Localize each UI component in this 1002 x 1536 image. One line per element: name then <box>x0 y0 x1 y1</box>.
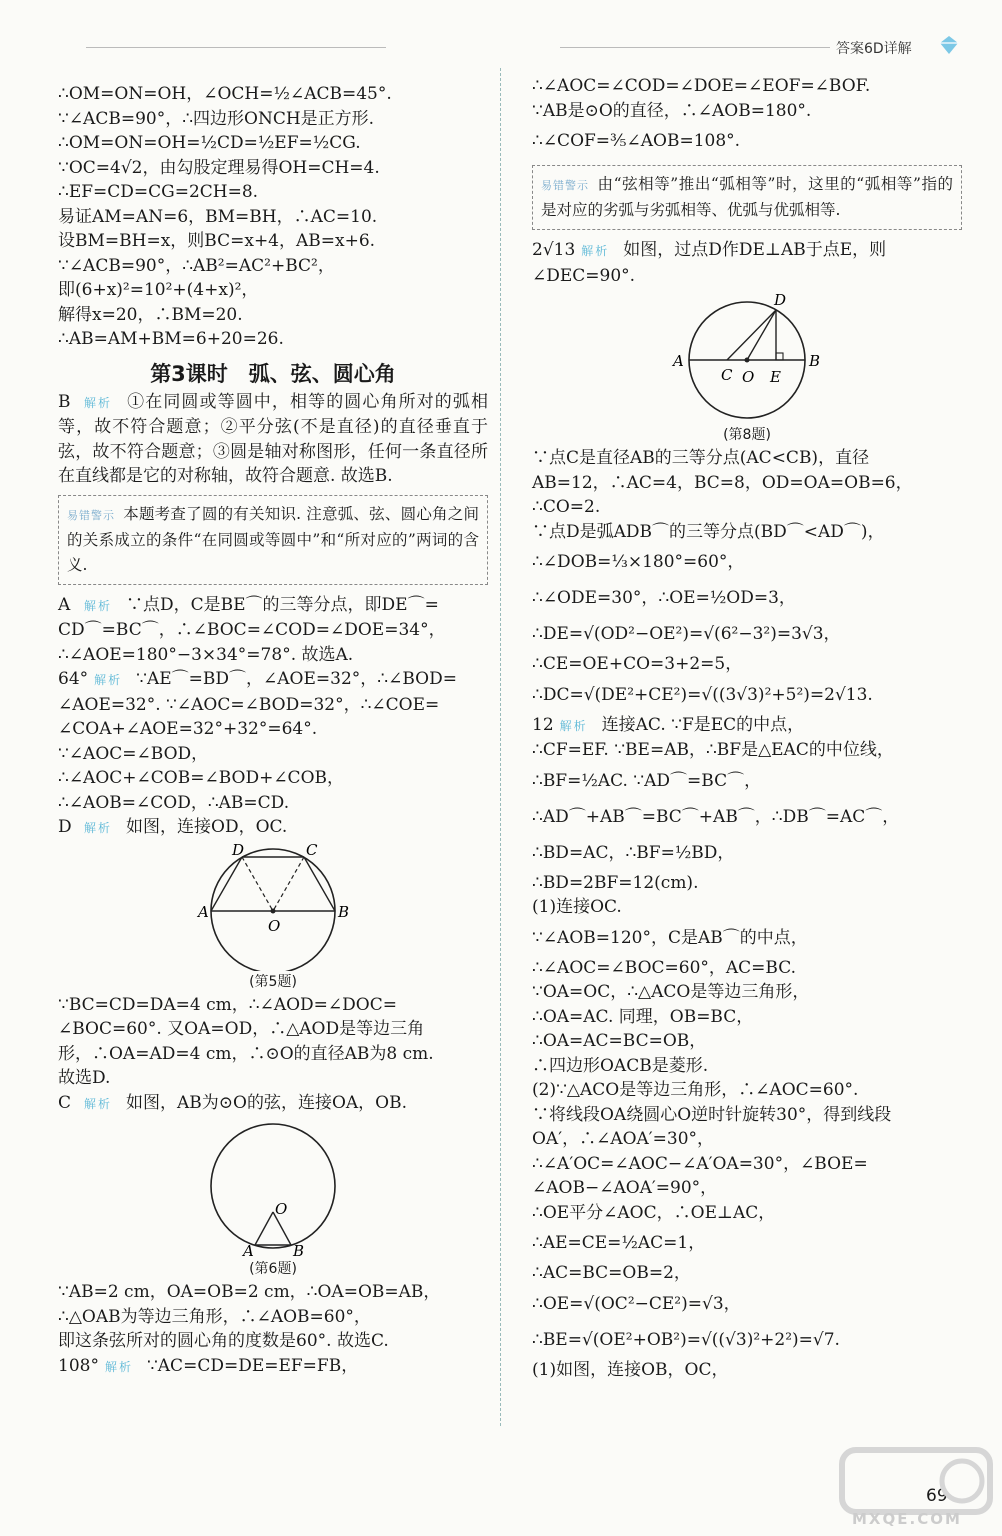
answer: 64° <box>58 669 89 689</box>
question-9 <box>532 713 962 896</box>
analysis-line: ∵∠AOB=120°，C是AB⌒的中点， <box>532 927 808 948</box>
label-B: B <box>809 352 821 370</box>
label-D: D <box>232 842 245 859</box>
analysis-line: ∴BF=½AC. ∵AD⌒=BC⌒， <box>532 770 762 791</box>
analysis-tag: 解析 <box>581 244 610 258</box>
analysis-line: 解得x=20，∴BM=20. <box>58 304 243 325</box>
analysis-line: (1)连接OC. <box>532 897 622 917</box>
watermark-text: MXQE.COM <box>852 1510 962 1528</box>
label-C: C <box>306 842 318 859</box>
question-2 <box>58 593 488 668</box>
analysis-line: AB=12，∴AC=4，BC=8，OD=OA=OB=6， <box>532 472 913 493</box>
answer: B <box>58 391 71 412</box>
answer: 12 <box>532 714 554 735</box>
circle-diagram-q5 <box>188 843 358 971</box>
analysis-line: ∴OE=√(OC²−CE²)=√3， <box>532 1293 741 1314</box>
analysis-line: (2)∵△ACO是等边三角形，∴∠AOC=60°. <box>532 1080 859 1100</box>
analysis-line: ∴∠AOB=∠COD，∴AB=CD. <box>58 792 290 813</box>
analysis-line: 设BM=BH=x，则BC=x+4，AB=x+6. <box>58 231 376 251</box>
analysis-line: ∵∠ACB=90°，∴四边形ONCH是正方形. <box>58 108 375 129</box>
analysis-line: ∴OA=AC. 同理，OB=BC， <box>532 1006 754 1027</box>
analysis-text: ∵AC=CD=DE=EF=FB， <box>146 1355 359 1376</box>
analysis-line: ∵点D是弧ADB⌒的三等分点(BD⌒<AD⌒)， <box>532 521 885 542</box>
analysis-line: ∴AC=BC=OB=2， <box>532 1263 691 1283</box>
analysis-line: 形，∴OA=AD=4 cm，∴⊙O的直径AB为8 cm. <box>58 1043 434 1064</box>
question-10 <box>532 895 962 1358</box>
diamond-icon <box>938 34 960 56</box>
analysis-line: ∠AOE=32°. ∵∠AOC=∠BOD=32°，∴∠COE= <box>58 694 440 715</box>
answer: 108° <box>58 1355 99 1376</box>
analysis-intro: ∠DEC=90°. <box>532 265 636 286</box>
analysis-text: ①在同圆或等圆中，相等的圆心角所对的弧相等，故不符合题意；②平分弦(不是直径)的直径垂直于弦，故不符合题意；③圆是轴对称图形，任何一条直径所在直线都是它的对称轴，故符合题意. 故选B. <box>58 391 488 486</box>
section-title: 第3课时 弧、弦、圆心角 <box>150 361 396 386</box>
analysis-line: ∴BD=2BF=12(cm). <box>532 872 699 893</box>
note-text: 由“弦相等”推出“弧相等”时，这里的“弧相等”指的是对应的劣弧与劣弧相等、优弧与优弧相等. <box>541 175 953 219</box>
figure-caption: (第6题) <box>249 1261 297 1277</box>
figure-q6 <box>58 1118 488 1278</box>
label-O: O <box>742 368 755 386</box>
right-column <box>532 74 962 1382</box>
analysis-line: ∠BOC=60°. 又OA=OD，∴△AOD是等边三角 <box>58 1019 425 1039</box>
error-warning-note-1 <box>58 495 488 585</box>
analysis-line: 即这条弦所对的圆心角的度数是60°. 故选C. <box>58 1331 389 1351</box>
label-D: D <box>774 291 787 309</box>
label-O: O <box>268 916 281 935</box>
analysis-line: 故选D. <box>58 1068 111 1088</box>
label-A: A <box>243 1242 254 1258</box>
analysis-line: ∴OA=AC=BC=OB， <box>532 1031 707 1051</box>
analysis-line: ∴OM=ON=OH=½CD=½EF=½CG. <box>58 133 361 153</box>
question-11: (1)如图，连接OB，OC， <box>532 1359 729 1380</box>
analysis-line: ∴EF=CD=CG=2CH=8. <box>58 182 259 202</box>
analysis-tag: 解析 <box>559 718 588 733</box>
answer: 2√13 <box>532 240 576 260</box>
analysis-line: ∴CO=2. <box>532 497 601 517</box>
analysis-line: ∴CF=EF. ∵BE=AB，∴BF是△EAC的中位线， <box>532 740 894 760</box>
analysis-line: CD⌒=BC⌒，∴∠BOC=∠COD=∠DOE=34°， <box>58 620 446 640</box>
analysis-line: ∴四边形OACB是菱形. <box>532 1055 709 1076</box>
analysis-line: ∵BC=CD=DA=4 cm，∴∠AOD=∠DOC= <box>58 994 397 1015</box>
left-column <box>58 82 488 1379</box>
analysis-tag: 解析 <box>104 1359 133 1374</box>
circle-diagram-q8 <box>657 290 837 424</box>
question-1 <box>58 390 488 489</box>
note-tag: 易错警示 <box>541 179 589 192</box>
analysis-line: ∴∠AOE=180°−3×34°=78°. 故选A. <box>58 644 354 665</box>
analysis-line: 即(6+x)²=10²+(4+x)²， <box>58 280 259 300</box>
analysis-intro: 如图，连接OD，OC. <box>126 817 288 837</box>
label-B: B <box>293 1242 305 1258</box>
analysis-line: ∠COA+∠AOE=32°+32°=64°. <box>58 719 318 739</box>
note-text: 本题考查了圆的有关知识. 注意弧、弦、圆心角之间的关系成立的条件“在同圆或等圆中”和“所对应的”两词的含义. <box>67 504 479 574</box>
question-8 <box>532 238 962 713</box>
analysis-line: ∴AB=AM+BM=6+20=26. <box>58 329 284 349</box>
analysis-line: ∵AE⌒=BD⌒，∠AOE=32°，∴∠BOD= <box>136 669 457 689</box>
left-intro-lines <box>58 82 488 352</box>
label-B: B <box>338 902 350 921</box>
right-intro-line: ∴∠COF=⅗∠AOB=108°. <box>532 131 741 151</box>
page-number: 69 <box>926 1486 948 1506</box>
analysis-line: ∴OM=ON=OH，∠OCH=½∠ACB=45°. <box>58 84 392 104</box>
analysis-line: ∴AD⌒+AB⌒=BC⌒+AB⌒，∴DB⌒=AC⌒， <box>532 806 900 827</box>
analysis-line: ∵∠ACB=90°，∴AB²=AC²+BC²， <box>58 255 335 276</box>
analysis-line: ∵AB=2 cm，OA=OB=2 cm，∴OA=OB=AB， <box>58 1282 441 1302</box>
analysis-intro: 如图，AB为⊙O的弦，连接OA，OB. <box>126 1092 408 1113</box>
question-6 <box>58 1091 488 1354</box>
label-C: C <box>721 366 733 384</box>
analysis-line: ∴∠AOC+∠COB=∠BOD+∠COB， <box>58 768 344 788</box>
circle-diagram-q6 <box>193 1118 353 1258</box>
analysis-tag: 解析 <box>84 598 113 613</box>
header-rule-right <box>560 47 830 48</box>
analysis-line: ∵OA=OC，∴△ACO是等边三角形， <box>532 982 810 1002</box>
figure-caption: (第8题) <box>723 427 771 443</box>
figure-caption: (第5题) <box>249 973 297 990</box>
figure-q8 <box>532 290 962 444</box>
analysis-line: ∴DC=√(DE²+CE²)=√((3√3)²+5²)=2√13. <box>532 684 873 705</box>
analysis-line: ∴BD=AC，∴BF=½BD， <box>532 842 735 863</box>
analysis-line: ∴∠AOC=∠BOC=60°，AC=BC. <box>532 957 797 978</box>
answer: C <box>58 1092 72 1113</box>
question-7 <box>58 1354 488 1380</box>
right-intro-line: ∴∠AOC=∠COD=∠DOE=∠EOF=∠BOF. <box>532 76 871 96</box>
label-A: A <box>673 352 684 370</box>
label-E: E <box>770 368 781 386</box>
analysis-line: ∴△OAB为等边三角形，∴∠AOB=60°， <box>58 1306 371 1327</box>
header-rule-left <box>86 47 386 48</box>
note-tag: 易错警示 <box>67 508 115 522</box>
label-A: A <box>198 902 209 921</box>
analysis-line: ∵∠AOC=∠BOD， <box>58 743 209 764</box>
analysis-line: 连接AC. ∵F是EC的中点， <box>601 714 805 735</box>
analysis-line: ∴∠ODE=30°，∴OE=½OD=3， <box>532 588 796 608</box>
analysis-line: ∴AE=CE=½AC=1， <box>532 1233 706 1253</box>
error-warning-note-2 <box>532 165 962 230</box>
analysis-intro: 如图，过点D作DE⊥AB于点E，则 <box>623 240 887 260</box>
analysis-line: ∵点D，C是BE⌒的三等分点，即DE⌒= <box>126 594 439 615</box>
right-intro-line: ∵AB是⊙O的直径，∴∠AOB=180°. <box>532 100 812 121</box>
analysis-line: ∵将线段OA绕圆心O逆时针旋转30°，得到线段 <box>532 1104 892 1125</box>
analysis-tag: 解析 <box>84 821 113 835</box>
question-3 <box>58 667 488 815</box>
analysis-line: ∴∠A′OC=∠AOC−∠A′OA=30°，∠BOE= <box>532 1153 868 1174</box>
analysis-line: ∵点C是直径AB的三等分点(AC<CB)，直径 <box>532 448 870 468</box>
analysis-tag: 解析 <box>84 1096 113 1111</box>
analysis-line: ∴CE=OE+CO=3+2=5， <box>532 654 743 674</box>
question-5 <box>58 815 488 1091</box>
analysis-line: ∴OE平分∠AOC，∴OE⊥AC， <box>532 1202 776 1223</box>
figure-q5 <box>58 843 488 991</box>
analysis-tag: 解析 <box>84 395 113 410</box>
label-O: O <box>275 1200 288 1218</box>
column-divider <box>500 68 502 1426</box>
analysis-line: ∴BE=√(OE²+OB²)=√((√3)²+2²)=√7. <box>532 1329 840 1350</box>
header-title: 答案6D详解 <box>836 41 912 57</box>
analysis-line: OA′，∴∠AOA′=30°， <box>532 1129 715 1149</box>
analysis-line: 易证AM=AN=6，BM=BH，∴AC=10. <box>58 206 378 227</box>
analysis-tag: 解析 <box>94 673 123 687</box>
analysis-line: ∵OC=4√2，由勾股定理易得OH=CH=4. <box>58 157 380 178</box>
analysis-line: ∴∠DOB=⅓×180°=60°， <box>532 552 745 572</box>
analysis-line: ∴DE=√(OD²−OE²)=√(6²−3²)=3√3， <box>532 624 841 644</box>
answer: A <box>58 594 71 615</box>
answer: D <box>58 817 72 837</box>
analysis-line: ∠AOB−∠AOA′=90°， <box>532 1178 718 1198</box>
